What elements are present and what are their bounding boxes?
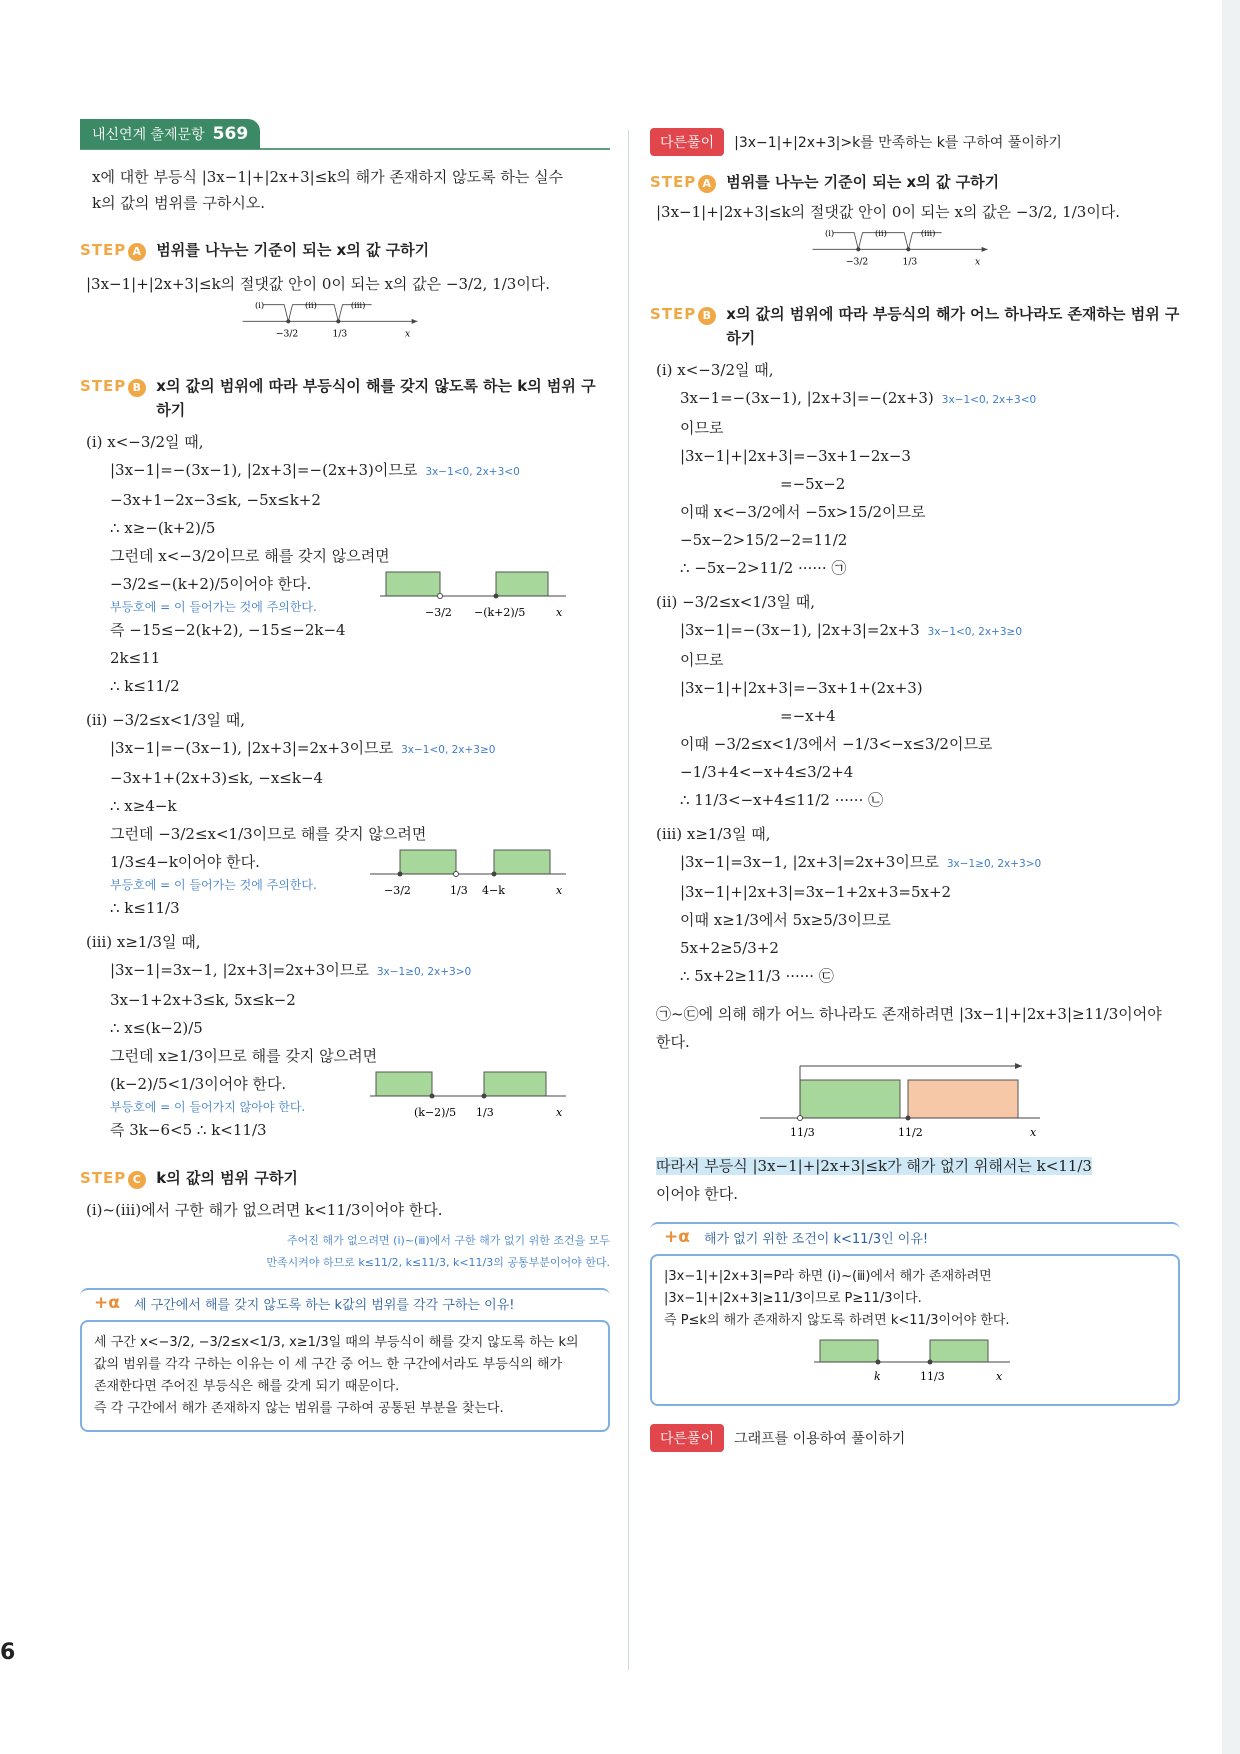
step-c-badge [80,1166,146,1190]
case-line: ∴ x≥4−k [110,797,177,815]
case1-number-line [380,568,570,628]
final-line: 이어야 한다. [656,1185,738,1203]
case-line: ∴ k≤11/3 [110,899,180,917]
alt-solution-tag: 다른풀이 [650,1424,724,1452]
case-line: (ⅱ) −3/2≤x<1/3일 때, [656,593,816,611]
case-1 [650,356,1180,582]
case-line: ∴ x≥−(k+2)/5 [110,519,216,537]
side-note: 3x−1≥0, 2x+3>0 [376,966,472,978]
region-number-line [220,298,440,348]
region-label-1: (ⅰ) [255,300,265,310]
side-note: 3x−1≥0, 2x+3>0 [946,858,1042,870]
plus-alpha-icon: +α [664,1227,690,1247]
tick-label: 11/3 [790,1126,815,1139]
plus-line: 값의 범위를 각각 구하는 이유는 이 세 구간 중 어느 한 구간에서라도 부등식의 해가 [94,1357,563,1372]
problem-line: k의 값의 범위를 구하시오. [92,194,266,212]
case-line: (ⅲ) x≥1/3일 때, [656,825,771,843]
axis-label: x [556,606,563,619]
plus-line: |3x−1|+|2x+3|=P라 하면 (ⅰ)~(ⅲ)에서 해가 존재하려면 [664,1269,992,1284]
problem-text [92,164,610,216]
case-line-text: |3x−1|=−(3x−1), |2x+3|=−(2x+3)이므로 [110,461,418,479]
step-letter: B [698,307,716,325]
axis-label: x [556,1106,563,1119]
step-b-badge [80,374,146,398]
case-line: 그런데 x<−3/2이므로 해를 갖지 않으려면 [110,547,390,565]
plus-alpha-heading [80,1288,610,1316]
case-line: 2k≤11 [110,649,161,667]
footnote [80,1230,610,1274]
step-label: STEP [650,173,697,191]
case-line: ∴ 11/3<−x+4≤11/2 ······ ㉡ [680,791,884,809]
step-b-title: x의 값의 범위에 따라 부등식의 해가 어느 하나라도 존재하는 범위 구하기 [726,305,1180,347]
step-letter: B [128,379,146,397]
case-line [110,734,610,764]
problem-line: x에 대한 부등식 |3x−1|+|2x+3|≤k의 해가 존재하지 않도록 하는 실수 [92,168,564,186]
axis-label: x [996,1370,1003,1383]
step-a-badge [80,238,146,262]
region-number-line [790,226,1010,276]
case-line: 이때 x<−3/2에서 −5x>15/2이므로 [680,503,926,521]
case-line [680,848,1180,878]
alt-solution-2-heading [650,1424,1180,1452]
conclusion-line: 한다. [656,1033,690,1051]
case-line: −1/3+4<−x+4≤3/2+4 [680,763,854,781]
alt-solution-heading [650,128,1180,156]
step-b-title: x의 값의 범위에 따라 부등식이 해를 갖지 않도록 하는 k의 범위 구하기 [156,377,596,419]
final-line [656,1152,1180,1180]
problem-header [80,120,610,150]
case2-number-line [370,846,570,906]
step-a-heading [650,170,1180,194]
footnote-line: 만족시켜야 하므로 k≤11/2, k≤11/3, k<11/3의 공통부분이어야 한다. [266,1256,610,1269]
plus-alpha-box [650,1254,1180,1406]
case-line [680,616,1180,646]
case-line: (ⅲ) x≥1/3일 때, [86,933,201,951]
region-label-2: (ⅱ) [305,300,317,310]
tick-label: −3/2 [845,256,869,268]
case-line: 이때 x≥1/3에서 5x≥5/3이므로 [680,911,891,929]
step-c-title: k의 값의 범위 구하기 [156,1169,298,1187]
step-a-heading [80,238,610,262]
final-answer-text: 따라서 부등식 |3x−1|+|2x+3|≤k가 해가 없기 위해서는 k<11/3 [656,1157,1092,1175]
page-number: 6 [0,1640,16,1665]
case-line: 이므로 [680,419,724,437]
region-label-2: (ⅱ) [875,228,887,238]
case-line: −5x−2>15/2−2=11/2 [680,531,848,549]
case-line: (ⅰ) x<−3/2일 때, [86,433,204,451]
case-3 [80,928,610,1144]
case3-number-line [370,1068,570,1128]
conclusion-line: ㉠~㉢에 의해 해가 어느 하나라도 존재하려면 |3x−1|+|2x+3|≥11/3이어야 [656,1005,1162,1023]
warning-note: 부등호에 = 이 들어가지 않아야 한다. [110,1100,306,1114]
axis-label: x [1030,1126,1037,1139]
step-label: STEP [650,305,697,323]
case-line: ∴ 5x+2≥11/3 ······ ㉢ [680,967,834,985]
region-label-1: (ⅰ) [825,228,835,238]
plus-alpha-box [80,1320,610,1432]
plus-line: 존재한다면 주어진 부등식은 해를 갖게 되기 때문이다. [94,1379,400,1394]
warning-note: 부등호에 = 이 들어가는 것에 주의한다. [110,878,317,892]
step-letter: C [128,1171,146,1189]
case-line: −3x+1−2x−3≤k, −5x≤k+2 [110,491,321,509]
region-label-3: (ⅲ) [920,228,936,238]
tick-label: −(k+2)/5 [474,606,526,619]
case-line: ∴ −5x−2>11/2 ······ ㉠ [680,559,847,577]
case-line: 5x+2≥5/3+2 [680,939,779,957]
footnote-line: 주어진 해가 없으려면 (ⅰ)~(ⅲ)에서 구한 해가 없기 위한 조건을 모두 [287,1234,610,1247]
alt-solution-title: |3x−1|+|2x+3|>k를 만족하는 k를 구하여 풀이하기 [734,135,1062,151]
plus-number-line [814,1336,1014,1386]
case-line: (k−2)/5<1/3이어야 한다. [110,1075,287,1093]
case-line: 1/3≤4−k이어야 한다. [110,853,260,871]
step-c-line: (ⅰ)~(ⅲ)에서 구한 해가 없으려면 k<11/3이어야 한다. [86,1201,443,1219]
tick-label: 1/3 [476,1106,494,1119]
column-divider [628,130,629,1670]
tick-label: k [874,1370,881,1383]
step-c-heading [80,1166,610,1190]
tick-label: 11/2 [898,1126,923,1139]
problem-number: 569 [212,124,249,144]
plus-line: 즉 P≤k의 해가 존재하지 않도록 하려면 k<11/3이어야 한다. [664,1313,1010,1328]
case-line: |3x−1|+|2x+3|=3x−1+2x+3=5x+2 [680,883,952,901]
plus-alpha-title: 세 구간에서 해를 갖지 않도록 하는 k값의 범위를 각각 구하는 이유! [133,1297,515,1313]
step-b-heading [80,374,610,422]
case-2 [650,588,1180,814]
problem-tag-label: 내신연계 출제문항 [92,127,205,143]
plus-alpha-title: 해가 없기 위한 조건이 k<11/3인 이유! [703,1231,929,1247]
right-margin-bar [1222,0,1240,1754]
step-a-title: 범위를 나누는 기준이 되는 x의 값 구하기 [156,241,430,259]
case-line: 그런데 −3/2≤x<1/3이므로 해를 갖지 않으려면 [110,825,427,843]
case-line: −3x+1+(2x+3)≤k, −x≤k−4 [110,769,324,787]
tick-label: −3/2 [384,884,411,897]
tick-label: −3/2 [275,328,299,340]
case-line-text: |3x−1|=−(3x−1), |2x+3|=2x+3 [680,621,920,639]
plus-alpha-icon: +α [94,1293,120,1313]
step-a-title: 범위를 나누는 기준이 되는 x의 값 구하기 [726,173,1000,191]
case-line: (ⅰ) x<−3/2일 때, [656,361,774,379]
case-1 [80,428,610,700]
tick-label: 11/3 [920,1370,945,1383]
plus-alpha-heading [650,1222,1180,1250]
case-line: 이때 −3/2≤x<1/3에서 −1/3<−x≤3/2이므로 [680,735,993,753]
case-2 [80,706,610,922]
case-3 [650,820,1180,990]
step-letter: A [128,243,146,261]
step-a-line: |3x−1|+|2x+3|≤k의 절댓값 안이 0이 되는 x의 값은 −3/2, 1/3이다. [86,275,551,293]
case-line: =−5x−2 [780,475,846,493]
case-line-text: 3x−1=−(3x−1), |2x+3|=−(2x+3) [680,389,934,407]
case-line-text: |3x−1|=−(3x−1), |2x+3|=2x+3이므로 [110,739,394,757]
step-label: STEP [80,1169,127,1187]
step-label: STEP [80,377,127,395]
case-line-text: |3x−1|=3x−1, |2x+3|=2x+3이므로 [110,961,369,979]
step-label: STEP [80,241,127,259]
plus-line: 즉 각 구간에서 해가 존재하지 않는 범위를 구하여 공통된 부분을 찾는다. [94,1401,504,1416]
case-line: 이므로 [680,651,724,669]
axis-label: x [405,328,411,340]
step-letter: A [698,175,716,193]
side-note: 3x−1<0, 2x+3≥0 [927,626,1023,638]
tick-label: 1/3 [332,328,348,340]
side-note: 3x−1<0, 2x+3≥0 [401,744,496,756]
side-note: 3x−1<0, 2x+3<0 [425,466,520,478]
tick-label: 1/3 [902,256,918,268]
case-line: |3x−1|+|2x+3|=−3x+1+(2x+3) [680,679,923,697]
case-line: 그런데 x≥1/3이므로 해를 갖지 않으려면 [110,1047,378,1065]
case-line: ∴ x≤(k−2)/5 [110,1019,203,1037]
axis-label: x [556,884,563,897]
step-b-badge [650,302,716,326]
case-line: ∴ k≤11/2 [110,677,180,695]
case-line [680,384,1180,414]
case-line: (ⅱ) −3/2≤x<1/3일 때, [86,711,246,729]
case-line-text: |3x−1|=3x−1, |2x+3|=2x+3이므로 [680,853,939,871]
side-note: 3x−1<0, 2x+3<0 [941,394,1037,406]
plus-line: |3x−1|+|2x+3|≥11/3이므로 P≥11/3이다. [664,1291,922,1306]
problem-tag [80,119,260,149]
tick-label: (k−2)/5 [414,1106,457,1119]
region-label-3: (ⅲ) [350,300,366,310]
left-column [80,120,610,1432]
alt-solution-title: 그래프를 이용하여 풀이하기 [734,1431,906,1447]
step-a-line: |3x−1|+|2x+3|≤k의 절댓값 안이 0이 되는 x의 값은 −3/2, 1/3이다. [656,203,1121,221]
case-line: |3x−1|+|2x+3|=−3x+1−2x−3 [680,447,911,465]
alt-solution-tag: 다른풀이 [650,128,724,156]
right-column [650,120,1180,1452]
tick-label: −3/2 [425,606,452,619]
case-line: 즉 3k−6<5 ∴ k<11/3 [110,1121,267,1139]
case-line [110,456,610,486]
plus-line: 세 구간 x<−3/2, −3/2≤x<1/3, x≥1/3일 때의 부등식이 해를 갖지 않도록 하는 k의 [94,1335,579,1350]
case-line: 3x−1+2x+3≤k, 5x≤k−2 [110,991,296,1009]
step-b-heading [650,302,1180,350]
case-line: =−x+4 [780,707,836,725]
case-line [110,956,610,986]
tick-label: 1/3 [450,884,468,897]
case-line: −3/2≤−(k+2)/5이어야 한다. [110,575,312,593]
step-a-badge [650,170,716,194]
axis-label: x [975,256,981,268]
tick-label: 4−k [482,884,505,897]
combined-number-line [760,1062,1060,1142]
case-line: 즉 −15≤−2(k+2), −15≤−2k−4 [110,621,346,639]
warning-note: 부등호에 = 이 들어가는 것에 주의한다. [110,600,317,614]
